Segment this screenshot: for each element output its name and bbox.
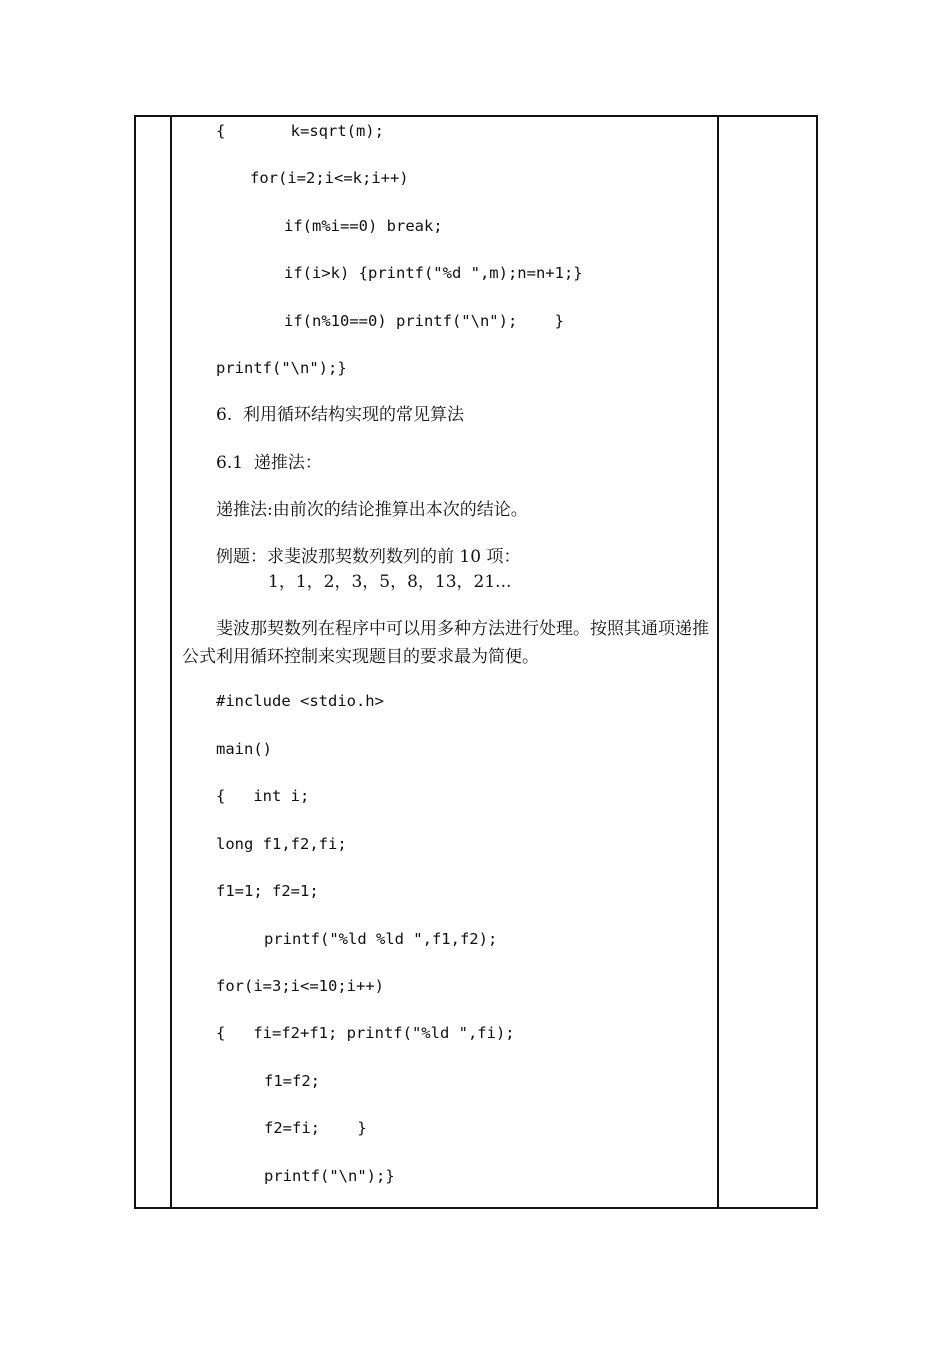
table-left-column bbox=[136, 117, 172, 1207]
table-content-cell bbox=[172, 117, 719, 1207]
code-line: { k=sqrt(m); bbox=[216, 122, 384, 140]
code-line: f1=1; f2=1; bbox=[216, 882, 319, 900]
example-series: 1，1，2，3，5，8，13，21... bbox=[268, 572, 512, 592]
definition-text: 递推法:由前次的结论推算出本次的结论。 bbox=[216, 500, 528, 520]
code-line: for(i=3;i<=10;i++) bbox=[216, 977, 384, 995]
code-line: { fi=f2+f1; printf("%ld ",fi); bbox=[216, 1024, 515, 1042]
code-line: #include <stdio.h> bbox=[216, 692, 384, 710]
code-line: printf("%ld %ld ",f1,f2); bbox=[264, 930, 498, 948]
code-line: if(i>k) {printf("%d ",m);n=n+1;} bbox=[284, 264, 583, 282]
code-line: if(n%10==0) printf("\n"); } bbox=[284, 312, 564, 330]
example-title: 例题：求斐波那契数列数列的前 10 项： bbox=[216, 547, 521, 567]
code-line: f1=f2; bbox=[264, 1072, 320, 1090]
table-right-column bbox=[717, 117, 816, 1207]
code-line: printf("\n");} bbox=[264, 1167, 395, 1185]
code-line: { int i; bbox=[216, 787, 310, 805]
explanation-paragraph: 斐波那契数列在程序中可以用多种方法进行处理。按照其通项递推公式利用循环控制来实现题目的要求最为简便。 bbox=[182, 619, 709, 667]
document-table bbox=[134, 115, 818, 1209]
code-line: if(m%i==0) break; bbox=[284, 217, 443, 235]
code-line: long f1,f2,fi; bbox=[216, 835, 347, 853]
code-line: for(i=2;i<=k;i++) bbox=[250, 169, 409, 187]
code-line: printf("\n");} bbox=[216, 359, 347, 377]
subsection-heading: 6.1 递推法： bbox=[216, 453, 322, 473]
code-line: main() bbox=[216, 740, 272, 758]
section-heading: 6. 利用循环结构实现的常见算法 bbox=[216, 405, 465, 425]
code-line: f2=fi; } bbox=[264, 1119, 367, 1137]
